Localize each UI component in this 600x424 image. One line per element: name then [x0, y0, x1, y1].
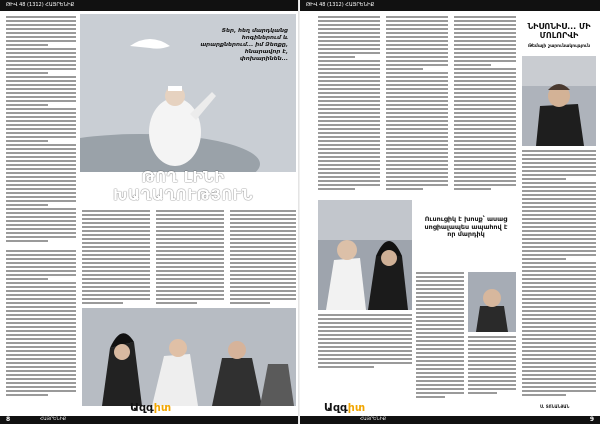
official-photo [522, 56, 596, 146]
pullquote-text: Ուսուցիկ է խոսք՝ ասաց սոցիալապես ապահով է որ մարդիկ [424, 215, 508, 238]
official-illustration [522, 56, 596, 146]
right-column-text-5 [416, 272, 464, 402]
left-header: ԹԻՎ 48 (1312) ՀԱՅՐԵՆԻՔ [0, 0, 300, 11]
clergy-illustration [82, 308, 296, 406]
pullquote-box [416, 212, 516, 268]
right-column-text-2 [386, 16, 448, 196]
right-column-text-6 [468, 336, 516, 402]
article-title: ԹՈՂ ԼԻՆԻ ԽԱՂԱՂՈՒԹՅՈՒՆ [112, 168, 254, 204]
right-column-text-4 [522, 150, 596, 400]
right-column-text-3 [454, 16, 516, 196]
right-header: ԹԻՎ 48 (1312) ՀԱՅՐԵՆԻՔ [300, 0, 600, 11]
left-column-text-2 [6, 250, 76, 402]
clergy-photo [82, 308, 296, 406]
right-page-number: 9 [589, 416, 594, 423]
right-footer: ՀԱՅՐԵՆԻՔ 9 [300, 416, 600, 424]
left-page-number: 8 [6, 416, 11, 423]
left-logo: Ազգիտ [130, 401, 172, 414]
left-column-text-4 [156, 210, 224, 306]
right-column-text-1 [318, 16, 380, 196]
left-column-text-1 [6, 16, 76, 246]
left-column-text-5 [230, 210, 296, 306]
author-signature: Ս. ՏՈՆԱՆՅԱՆ [540, 404, 570, 409]
portrait-illustration [468, 272, 516, 332]
pope-patriarch-illustration [318, 200, 412, 310]
left-footer: 8 ՀԱՅՐԵՆԻՔ [0, 416, 300, 424]
left-column-text-3 [82, 210, 150, 306]
right-logo: Ազգիտ [324, 401, 366, 414]
right-column-text-7 [318, 314, 412, 374]
small-portrait-photo [468, 272, 516, 332]
right-title: ՆԻՍՈՆԻՍ... ՄԻ ՄՈԼՈՐՎԻ [527, 22, 591, 40]
right-page [300, 0, 600, 424]
pope-quote: Տեր, հեղ մարդկանց հոգիներում և արարքներում... իմ Ձեռքը, հնարավոր է, փոխարինեն... [200, 28, 288, 62]
pope-patriarch-photo [318, 200, 412, 310]
pope-dove-photo [80, 14, 296, 172]
right-subtitle: Թեմայի շարունակություն [527, 44, 591, 49]
